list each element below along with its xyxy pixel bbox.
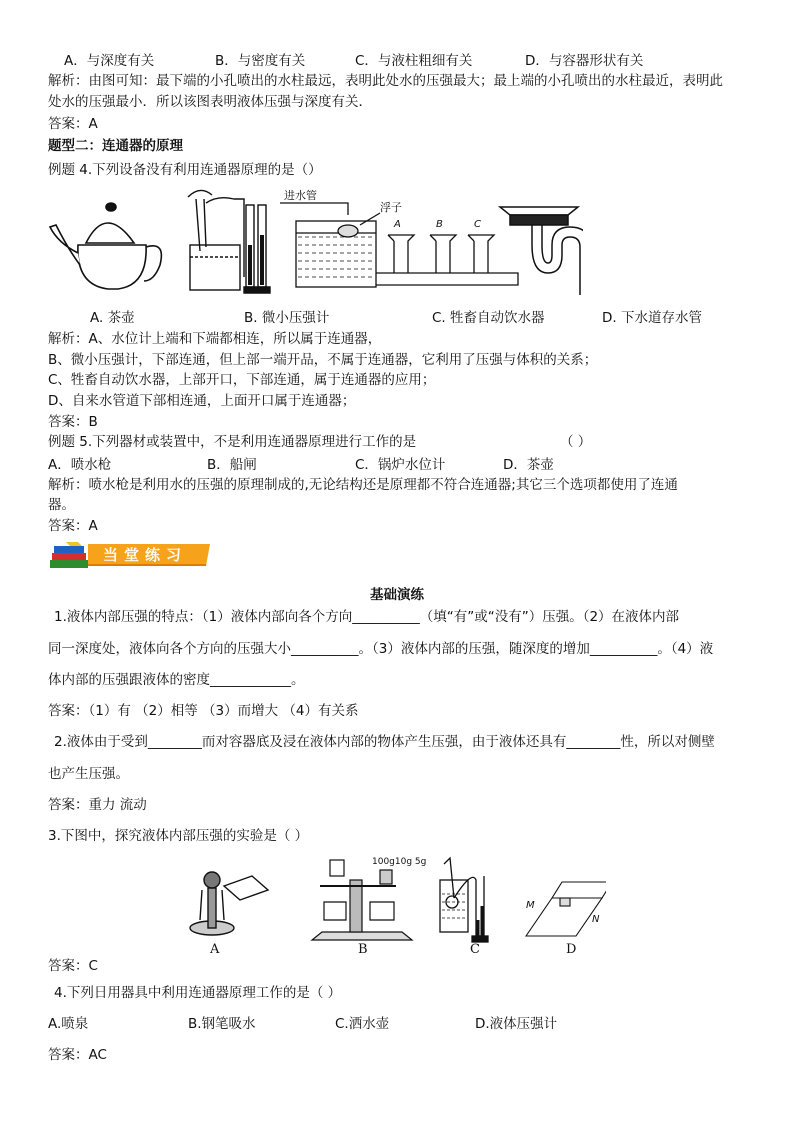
figure-d-card bbox=[526, 882, 606, 936]
analysis-line: 解析：A、水位计上端和下端都相连，所以属于连通器， bbox=[48, 331, 382, 347]
weights-label: 100g10g 5g bbox=[372, 857, 427, 867]
example-5-question: 例题 5.下列器材或装置中，不是利用连通器原理进行工作的是 bbox=[48, 434, 417, 450]
drain-trap-figure bbox=[500, 207, 583, 295]
figure-caption-b: B bbox=[358, 942, 368, 957]
pressure-gauge-figure bbox=[188, 190, 270, 293]
analysis-line: B、微小压强计，下部连通，但上部一端开品，不属于连通器，它利用了压强与体积的关系； bbox=[48, 352, 598, 368]
q1-line: 1.液体内部压强的特点：（1）液体内部向各个方向__________（填“有”或“没有”）压强。（2）在液体内部 bbox=[54, 609, 680, 625]
analysis-line: D、自来水管道下部相连通，上面开口属于连通器； bbox=[48, 393, 356, 409]
n-label: N bbox=[592, 914, 600, 925]
ex5-option-b: B．船闸 bbox=[207, 457, 257, 473]
analysis-line: 器。 bbox=[48, 497, 75, 513]
option-d: D．与容器形状有关 bbox=[525, 53, 644, 69]
option-a: A．与深度有关 bbox=[64, 53, 155, 69]
float-label: 浮子 bbox=[380, 201, 402, 214]
figure-caption-c: C bbox=[470, 942, 480, 957]
q3-figure bbox=[182, 850, 606, 956]
answer-bracket: （ ） bbox=[560, 434, 592, 450]
analysis-line: 解析：由图可知：最下端的小孔喷出的水柱最远，表明此处水的压强最大；最上端的小孔喷出的水柱最近，表明此 bbox=[48, 73, 723, 89]
answer: 答案：AC bbox=[48, 1047, 107, 1063]
teapot-figure bbox=[50, 203, 161, 289]
option-c: C．与液柱粗细有关 bbox=[355, 53, 473, 69]
option-b: B．与密度有关 bbox=[215, 53, 306, 69]
q4-question: 4.下列日用器具中利用连通器原理工作的是（ ） bbox=[54, 985, 342, 1001]
q4-option-a: A.喷泉 bbox=[48, 1016, 89, 1032]
analysis-line: 解析：喷水枪是利用水的压强的原理制成的,无论结构还是原理都不符合连通器;其它三个选项都使用了连通 bbox=[48, 477, 678, 493]
ex4-option-d: D. 下水道存水管 bbox=[602, 310, 702, 326]
q1-line: 体内部的压强跟液体的密度____________。 bbox=[48, 672, 305, 688]
answer: 答案：B bbox=[48, 414, 98, 430]
ex5-option-d: D．茶壶 bbox=[503, 457, 554, 473]
ex5-option-a: A．喷水枪 bbox=[48, 457, 112, 473]
figure-c-manometer bbox=[440, 858, 488, 942]
ex4-option-b: B. 微小压强计 bbox=[244, 310, 330, 326]
example-4-question: 例题 4.下列设备没有利用连通器原理的是（） bbox=[48, 162, 322, 178]
section-title: 基础演练 bbox=[370, 587, 424, 603]
figure-caption-d: D bbox=[566, 942, 577, 957]
section-heading: 题型二：连通器的原理 bbox=[48, 138, 183, 154]
q4-option-c: C.洒水壶 bbox=[335, 1016, 390, 1032]
practice-banner bbox=[48, 540, 213, 570]
analysis-line: C、牲畜自动饮水器，上部开口，下部连通，属于连通器的应用； bbox=[48, 372, 436, 388]
q1-line: 同一深度处，液体向各个方向的压强大小__________。（3）液体内部的压强，随深度的增加__________。（4）液 bbox=[48, 641, 714, 657]
auto-drinker-figure bbox=[280, 188, 518, 287]
answer: 答案：C bbox=[48, 958, 98, 974]
q2-line: 2.液体由于受到________而对容器底及浸在液体内部的物体产生压强，由于液体还具有________性，所以对侧壁 bbox=[54, 734, 715, 750]
example-4-figure bbox=[48, 185, 583, 297]
q4-option-d: D.液体压强计 bbox=[475, 1016, 558, 1032]
drinker-a-label: A bbox=[394, 219, 401, 230]
q2-line: 也产生压强。 bbox=[48, 766, 129, 782]
inlet-label: 进水管 bbox=[284, 189, 317, 202]
analysis-line: 处水的压强最小．所以该图表明液体压强与深度有关． bbox=[48, 94, 372, 110]
m-label: M bbox=[526, 900, 535, 911]
ex4-option-a: A. 茶壶 bbox=[90, 310, 135, 326]
q3-question: 3.下图中，探究液体内部压强的实验是（ ） bbox=[48, 828, 309, 844]
banner-text: 当堂练习 bbox=[103, 546, 188, 564]
answer: 答案：A bbox=[48, 116, 98, 132]
answer: 答案：A bbox=[48, 518, 98, 534]
figure-b-balance bbox=[312, 857, 426, 940]
q4-option-b: B.钢笔吸水 bbox=[188, 1016, 256, 1032]
drinker-b-label: B bbox=[436, 219, 443, 230]
answer: 答案：（1）有 （2）相等 （3）而增大 （4）有关系 bbox=[48, 703, 359, 719]
ex5-option-c: C．锅炉水位计 bbox=[355, 457, 446, 473]
ex4-option-c: C. 牲畜自动饮水器 bbox=[432, 310, 545, 326]
drinker-c-label: C bbox=[474, 219, 481, 230]
answer: 答案：重力 流动 bbox=[48, 797, 147, 813]
figure-a-stand bbox=[190, 872, 268, 935]
figure-caption-a: A bbox=[210, 942, 220, 957]
